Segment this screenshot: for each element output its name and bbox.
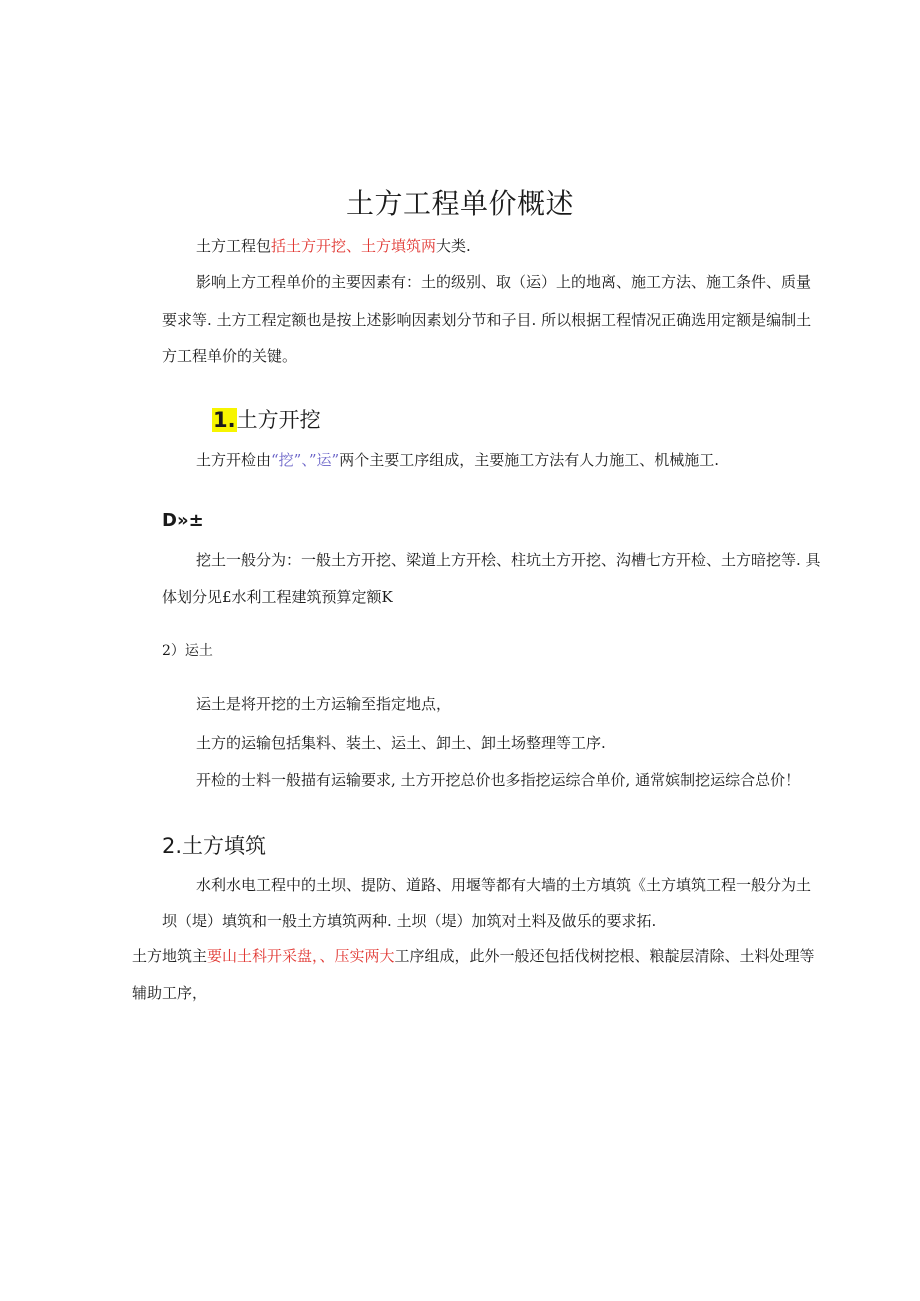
section-2-text: 土方地筑主 — [132, 947, 208, 965]
section-1-text: 土方开检由 — [196, 451, 272, 469]
section-1-paragraph — [196, 450, 719, 470]
subsection-1-line-2: 体划分见£水利工程建筑预算定额K — [162, 588, 393, 606]
subsection-2-paragraph-3: 开检的士料一般描有运输要求, 土方开挖总价也多指挖运综合单价, 通常嫔制挖运综合总价！ — [196, 771, 801, 789]
subsection-1-heading: D»± — [162, 510, 204, 531]
intro-paragraph-2-line-2: 要求等. 土方工程定额也是按上述影响因素划分节和子目. 所以根据工程情况正确选用定额是编制土 — [162, 311, 812, 329]
section-1-title: 土方开挖 — [236, 408, 321, 432]
section-1-quote-blue: “挖”、”运” — [271, 451, 340, 469]
subsection-1-line-1: 挖土一般分为：一般土方开挖、梁道上方开桧、柱坑土方开挖、沟槽七方开检、土方暗挖等. 具 — [196, 551, 821, 569]
intro-text: 土方工程包 — [196, 237, 272, 255]
subsection-2-paragraph-2: 土方的运输包括集料、装土、运土、卸土、卸土场整理等工序. — [196, 734, 606, 752]
section-2-highlight-red: 要山土科开采盘，、压实两大 — [207, 947, 395, 965]
subsection-2-paragraph-1: 运土是将开挖的土方运输至指定地点， — [196, 695, 452, 713]
section-2-paragraph-2-line-1 — [132, 946, 815, 966]
intro-paragraph-1 — [196, 236, 471, 256]
section-2-heading: 2.土方填筑 — [162, 834, 267, 858]
intro-text-end: 大类. — [436, 237, 471, 255]
intro-paragraph-2-line-1: 影响上方工程单价的主要因素有：土的级别、取（运）上的地离、施工方法、施工条件、质量 — [196, 273, 812, 291]
intro-paragraph-2-line-3: 方工程单价的关键。 — [162, 347, 298, 365]
section-1-number: 1. — [213, 408, 236, 432]
section-2-paragraph-1-line-1: 水利水电工程中的土坝、提防、道路、用堰等都有大墙的土方填筑《土方填筑工程一般分为土 — [196, 876, 812, 894]
section-2-paragraph-1-line-2: 坝（堤）填筑和一般土方填筑两种. 土坝（堤）加筑对土料及做乐的要求拓. — [162, 912, 657, 930]
page-title: 土方工程单价概述 — [345, 187, 574, 220]
section-1-heading — [212, 404, 321, 434]
section-1-text-end: 两个主要工序组成，主要施工方法有人力施工、机械施工. — [339, 451, 719, 469]
subsection-2-heading: 2）运土 — [162, 643, 213, 659]
intro-highlight-red: 括土方开挖、土方填筑两 — [271, 237, 437, 255]
section-2-text-end: 工序组成，此外一般还包括伐树挖根、粮靛层清除、土料处理等 — [394, 947, 815, 965]
section-2-paragraph-2-line-2: 辅助工序， — [132, 984, 208, 1002]
